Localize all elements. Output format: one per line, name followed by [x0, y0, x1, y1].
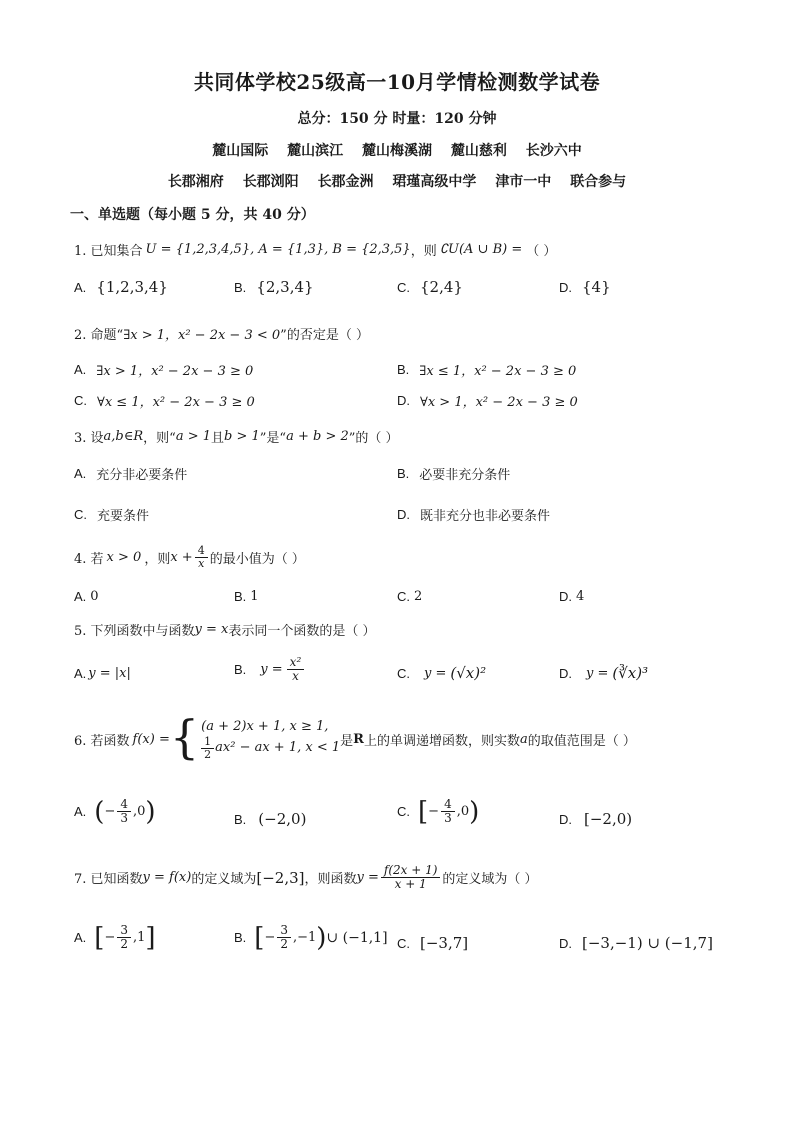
q2-option-b[interactable] — [397, 360, 576, 379]
option-label: D. — [559, 665, 572, 681]
stem-math: a + b > 2 — [286, 429, 349, 444]
q1-option-c[interactable] — [397, 278, 463, 296]
option-label: A. — [74, 362, 87, 377]
option-value: (−2,0) — [258, 810, 307, 828]
option-value: ∃x ≤ 1，x² − 2x − 3 ≥ 0 — [419, 364, 577, 379]
option-value: ∀x ≤ 1，x² − 2x − 3 ≥ 0 — [97, 395, 255, 410]
option-value: 0 — [90, 589, 99, 604]
q6-option-a[interactable]: A. ( − $\frac{4}{3}$ ,0 ) — [74, 796, 156, 827]
paren-close: ) — [145, 796, 156, 827]
schools-row-1 — [0, 140, 794, 160]
stem-math: x > 0 — [106, 550, 142, 566]
q2-option-a[interactable] — [74, 360, 253, 379]
stem-text: 的最小值为（ ） — [209, 552, 305, 568]
fraction — [201, 736, 214, 761]
stem-math: y = f(x) — [142, 870, 192, 886]
question-3-stem — [74, 427, 399, 446]
option-value: [−3,7] — [420, 934, 469, 952]
fraction-numerator: 1 — [201, 736, 214, 749]
q5-option-c[interactable] — [397, 664, 486, 682]
paren-close: ) — [469, 796, 480, 827]
q7-option-d[interactable] — [559, 934, 713, 952]
stem-text: 的定义域为（ ） — [442, 872, 538, 888]
option-label: D. — [559, 935, 572, 951]
option-label: C. — [397, 665, 410, 681]
option-label: C. — [74, 507, 87, 522]
fraction-denominator: 2 — [204, 747, 212, 761]
option-label: D. — [559, 589, 572, 604]
stem-math: a — [519, 731, 528, 747]
fraction-denominator: 3 — [120, 811, 128, 826]
paren-open: ( — [94, 796, 105, 827]
option-value: 既非充分也非必要条件 — [420, 509, 551, 524]
option-value-tail: ∪ (−1,1] — [326, 929, 388, 946]
q6-option-d[interactable] — [559, 810, 632, 828]
piece-line-2 — [201, 736, 340, 761]
fraction-numerator: 4 — [441, 798, 455, 812]
fraction-denominator: 2 — [280, 937, 288, 952]
fraction-numerator: 3 — [277, 924, 291, 938]
q7-option-b[interactable]: B. [ − $\frac{3}{2}$ ,−1 ) ∪ (−1,1] — [234, 922, 388, 953]
stem-text: 的取值范围是（ ） — [527, 733, 636, 749]
score-info: 总分：150 分 时量：120 分钟 — [297, 111, 497, 127]
piecewise-lines — [201, 718, 340, 761]
bracket-open: [ — [418, 796, 429, 827]
school-name: 津市一中 — [495, 174, 552, 190]
stem-math: a > 1 — [175, 429, 212, 444]
question-1-stem — [74, 240, 556, 259]
fraction-denominator: x — [292, 669, 299, 684]
option-label: C. — [397, 804, 410, 820]
stem-text: 2. 命题“ — [74, 328, 124, 343]
option-value: {4} — [582, 278, 611, 296]
q5-option-a[interactable] — [74, 666, 131, 681]
stem-text: 4. 若 — [74, 552, 104, 568]
option-value: [−2,0) — [584, 810, 633, 828]
option-label: B. — [397, 466, 410, 481]
option-value: ∃x > 1，x² − 2x − 3 ≥ 0 — [96, 364, 254, 379]
option-label: A. — [74, 466, 87, 481]
option-label: C. — [397, 935, 410, 951]
stem-math: U = {1,2,3,4,5}, A = {1,3}, B = {2,3,5} — [145, 242, 411, 257]
question-5-stem — [74, 620, 376, 639]
stem-math: y = — [356, 870, 379, 886]
option-label: A. — [74, 589, 87, 604]
stem-bold: R — [353, 731, 364, 747]
q6-option-c[interactable]: C. [ − $\frac{4}{3}$ ,0 ) — [397, 796, 480, 827]
q6-option-b[interactable] — [234, 810, 306, 828]
piecewise-definition — [169, 710, 341, 765]
fraction-denominator: 3 — [444, 811, 452, 826]
stem-text: ”的（ ） — [348, 431, 399, 446]
schools-row-2 — [0, 171, 794, 191]
option-value: 4 — [576, 589, 585, 604]
option-label: C. — [397, 589, 410, 604]
q3-option-d[interactable] — [397, 505, 550, 524]
fraction — [117, 798, 131, 825]
q4-option-c[interactable] — [397, 589, 422, 604]
stem-math: x + — [170, 550, 193, 566]
piece-expr: ax² − ax + 1, x < 1 — [215, 740, 341, 756]
bracket-close: ] — [145, 922, 156, 953]
option-label: A. — [74, 279, 87, 295]
option-value: {1,2,3,4} — [96, 278, 168, 296]
option-label: B. — [234, 662, 247, 678]
question-7-stem — [74, 864, 538, 891]
stem-math: [−2,3] — [256, 868, 305, 887]
bracket-open: [ — [254, 922, 265, 953]
stem-math: f(x) = — [132, 731, 170, 747]
stem-text: 7. 已知函数 — [74, 872, 143, 888]
option-label: B. — [234, 811, 247, 827]
fraction — [277, 924, 291, 951]
option-value-expr: (∛x)³ — [612, 664, 649, 682]
option-label: B. — [234, 589, 247, 604]
option-label: D. — [397, 393, 410, 408]
q2-option-d[interactable] — [397, 391, 578, 410]
fraction — [441, 798, 455, 825]
fraction-numerator: 4 — [117, 798, 131, 812]
stem-text: ，则 — [410, 244, 437, 259]
option-value: 必要非充分条件 — [419, 468, 511, 483]
stem-text: ”的否定是（ ） — [280, 328, 369, 343]
option-value: 2 — [414, 589, 423, 604]
stem-math: y = x — [194, 622, 229, 637]
stem-text: 6. 若函数 — [74, 733, 130, 749]
option-value: [−3,−1) ∪ (−1,7] — [582, 934, 713, 952]
option-value: y = |x| — [88, 666, 131, 681]
stem-text: ，则“ — [143, 431, 176, 446]
stem-text: 表示同一个函数的是（ ） — [228, 624, 376, 639]
piece-line-1: (a + 2)x + 1, x ≥ 1, — [201, 719, 329, 734]
stem-text: ，则函数 — [304, 872, 357, 888]
q4-option-d[interactable] — [559, 589, 584, 604]
q7-option-a[interactable]: A. [ − $\frac{3}{2}$ ,1 ] — [74, 922, 156, 953]
stem-text: 5. 下列函数中与函数 — [74, 624, 195, 639]
fraction — [381, 864, 441, 891]
option-label: D. — [559, 279, 572, 295]
stem-text: 上的单调递增函数，则实数 — [363, 733, 520, 749]
option-value: {2,3,4} — [256, 278, 314, 296]
question-2-stem — [74, 324, 369, 343]
q1-option-d[interactable] — [559, 278, 611, 296]
option-label: C. — [74, 393, 87, 408]
stem-math: ∁U(A ∪ B) = — [439, 242, 523, 257]
bracket-open: [ — [94, 922, 105, 953]
q5-option-b[interactable] — [234, 656, 306, 683]
fraction-denominator: 2 — [120, 937, 128, 952]
school-name: 长郡金洲 — [317, 174, 374, 190]
stem-text: ，则 — [144, 552, 171, 568]
option-label: C. — [397, 279, 410, 295]
school-name: 长郡浏阳 — [242, 174, 299, 190]
school-name: 长沙六中 — [525, 143, 582, 159]
brace-glyph: { — [169, 710, 200, 765]
q2-option-c[interactable] — [74, 391, 255, 410]
q3-option-c[interactable] — [74, 505, 149, 524]
option-value: y = — [586, 665, 609, 681]
stem-text: 且 — [211, 431, 225, 446]
q5-option-d[interactable] — [559, 664, 648, 682]
question-6-stem — [74, 710, 636, 765]
q3-option-b[interactable] — [397, 464, 510, 483]
option-value-expr: (√x)² — [450, 664, 487, 682]
stem-text: 1. 已知集合 — [74, 244, 143, 259]
fraction-numerator: x² — [287, 656, 305, 670]
school-name: 长郡湘府 — [167, 174, 224, 190]
fraction — [117, 924, 131, 951]
stem-text: 3. 设 — [74, 431, 104, 446]
option-value: 充分非必要条件 — [96, 468, 188, 483]
school-name: 麓山梅溪湖 — [362, 143, 432, 159]
option-label: D. — [559, 811, 572, 827]
q7-option-c[interactable] — [397, 934, 468, 952]
option-value: y = — [260, 662, 283, 678]
fraction-numerator: 3 — [117, 924, 131, 938]
option-label: A. — [74, 930, 87, 946]
stem-text: （ ） — [526, 244, 557, 259]
option-label: B. — [234, 930, 247, 946]
option-label: D. — [397, 507, 410, 522]
fraction-numerator: 4 — [195, 545, 208, 558]
q4-option-a[interactable] — [74, 589, 99, 604]
q1-option-a[interactable] — [74, 278, 168, 296]
question-4-stem — [74, 545, 305, 570]
fraction — [195, 545, 208, 570]
stem-text: ”是“ — [259, 431, 287, 446]
option-value: ∀x > 1，x² − 2x − 3 ≥ 0 — [420, 395, 578, 410]
option-label: A. — [74, 804, 87, 820]
stem-text: 的定义域为 — [191, 872, 257, 888]
school-name: 珺瑾高级中学 — [392, 174, 477, 190]
paren-close: ) — [316, 922, 327, 953]
school-name: 麓山国际 — [212, 143, 269, 159]
option-value: 1 — [250, 589, 259, 604]
school-name: 联合参与 — [570, 174, 627, 190]
option-value: y = — [424, 665, 447, 681]
exam-title: 共同体学校25级高一10月学情检测数学试卷 — [193, 70, 601, 94]
q3-option-a[interactable] — [74, 464, 187, 483]
option-label: B. — [397, 362, 410, 377]
option-value: 充要条件 — [97, 509, 150, 524]
fraction-denominator: x + 1 — [394, 877, 427, 892]
stem-math: a,b∈R — [103, 429, 144, 444]
school-name: 麓山慈利 — [450, 143, 507, 159]
stem-math: ∃x > 1，x² − 2x − 3 < 0 — [123, 328, 281, 343]
school-name: 麓山滨江 — [287, 143, 344, 159]
fraction — [287, 656, 305, 683]
stem-math: b > 1 — [224, 429, 260, 444]
section-title: 一、单选题（每小题 5 分，共 40 分） — [70, 207, 315, 223]
fraction-numerator: f(2x + 1) — [381, 864, 441, 878]
stem-text: 是 — [340, 733, 354, 749]
option-label: A. — [74, 666, 87, 681]
q4-option-b[interactable] — [234, 589, 259, 604]
q1-option-b[interactable] — [234, 278, 314, 296]
option-label: B. — [234, 279, 247, 295]
fraction-denominator: x — [198, 557, 205, 571]
option-value: {2,4} — [420, 278, 463, 296]
